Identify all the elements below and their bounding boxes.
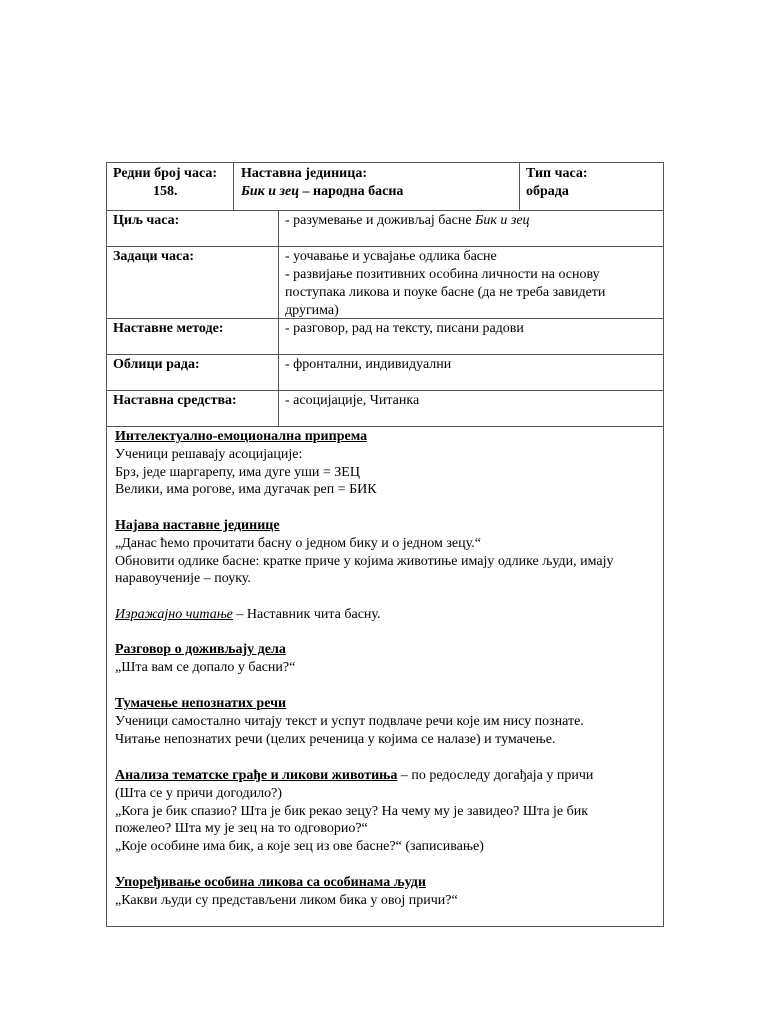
section-line: Брз, једе шаргарепу, има дуге уши = ЗЕЦ <box>115 464 360 480</box>
section-experience-talk <box>115 641 295 677</box>
section-thematic-analysis <box>115 767 593 856</box>
column-divider <box>278 210 279 426</box>
goal-value-italic: Бик и зец <box>475 213 530 228</box>
section-line: „Данас ћемо прочитати басну о једном бику и о једном зецу.“ <box>115 535 481 551</box>
column-divider <box>519 163 520 210</box>
tasks-label: Задаци часа: <box>113 249 195 264</box>
lesson-type-cell <box>526 165 588 201</box>
section-line: Обновити одлике басне: кратке приче у којима животиње имају одлике људи, имају <box>115 553 614 569</box>
tasks-line: - развијање позитивних особина личности на основу <box>285 267 600 282</box>
tasks-line: поступака ликова и поуке басне (да не треба завидети <box>285 285 606 300</box>
teaching-unit-label: Наставна јединица: <box>241 166 367 181</box>
lesson-type-value: обрада <box>526 184 569 199</box>
section-line: „Шта вам се допало у басни?“ <box>115 659 296 675</box>
section-heading: Изражајно читање <box>115 607 233 622</box>
section-unknown-words <box>115 695 584 748</box>
lesson-type-label: Тип часа: <box>526 166 588 181</box>
row-divider <box>107 354 663 355</box>
section-line: „Које особине има бик, а које зец из ове басне?“ (записивање) <box>115 839 484 855</box>
section-line: Велики, има рогове, има дугачак реп = БИК <box>115 482 377 498</box>
section-heading: Тумачење непознатих речи <box>115 696 287 711</box>
column-divider <box>233 163 234 210</box>
row-divider <box>107 426 663 427</box>
section-unit-announcement <box>115 517 614 588</box>
section-heading: Упоређивање особина ликова са особинама људи <box>115 875 426 890</box>
section-line: пожелео? Шта му је зец на то одговорио?“ <box>115 821 368 837</box>
work-forms-label: Облици рада: <box>113 357 200 372</box>
work-forms-value: - фронтални, индивидуални <box>285 357 452 372</box>
section-heading-rest: – Наставник чита басну. <box>232 607 381 622</box>
methods-value: - разговор, рад на тексту, писани радови <box>285 321 524 336</box>
section-line: Ученици решавају асоцијације: <box>115 446 303 462</box>
methods-label: Наставне методе: <box>113 321 224 336</box>
teaching-unit-title <box>241 183 403 201</box>
section-line: Читање непознатих речи (целих реченица у којима се налазе) и тумачење. <box>115 731 556 747</box>
section-heading: Анализа тематске грађе и ликови животиња <box>115 768 398 783</box>
teaching-unit-cell <box>241 165 403 201</box>
section-heading: Интелектуално-емоционална припрема <box>115 429 368 444</box>
tasks-line: другима) <box>285 303 339 318</box>
section-heading-rest: – по редоследу догађаја у причи <box>397 768 594 783</box>
section-heading: Разговор о доживљају дела <box>115 642 286 657</box>
tasks-line: - уочавање и усвајање одлика басне <box>285 249 497 264</box>
tasks-value <box>285 248 605 320</box>
lesson-plan-table <box>106 162 664 927</box>
section-line: „Кога је бик спазио? Шта је бик рекао зецу? На чему му је завидео? Шта је бик <box>115 803 589 819</box>
resources-value: - асоцијације, Читанка <box>285 393 420 408</box>
row-divider <box>107 210 663 211</box>
section-expressive-reading <box>115 606 381 624</box>
lesson-number-label: Редни број часа: <box>113 166 218 181</box>
section-line: „Какви људи су представљени ликом бика у овој причи?“ <box>115 892 458 908</box>
goal-value <box>285 212 530 230</box>
section-line: наравоученије – поуку. <box>115 571 251 587</box>
section-line: Ученици самостално читају текст и успут подвлаче речи које им нису познате. <box>115 713 584 729</box>
row-divider <box>107 390 663 391</box>
section-emotional-prep <box>115 428 377 499</box>
lesson-number-value: 158. <box>153 184 178 199</box>
section-line: (Шта се у причи догодило?) <box>115 785 282 801</box>
teaching-unit-title-italic: Бик и зец <box>241 184 300 199</box>
resources-label: Наставна средства: <box>113 393 237 408</box>
section-comparison <box>115 874 458 910</box>
row-divider <box>107 246 663 247</box>
teaching-unit-title-rest: – народна басна <box>299 184 404 199</box>
section-heading: Најава наставне јединице <box>115 518 280 533</box>
lesson-number-cell <box>113 165 229 201</box>
goal-value-prefix: - разумевање и доживљај басне <box>285 213 476 228</box>
goal-label: Циљ часа: <box>113 213 180 228</box>
